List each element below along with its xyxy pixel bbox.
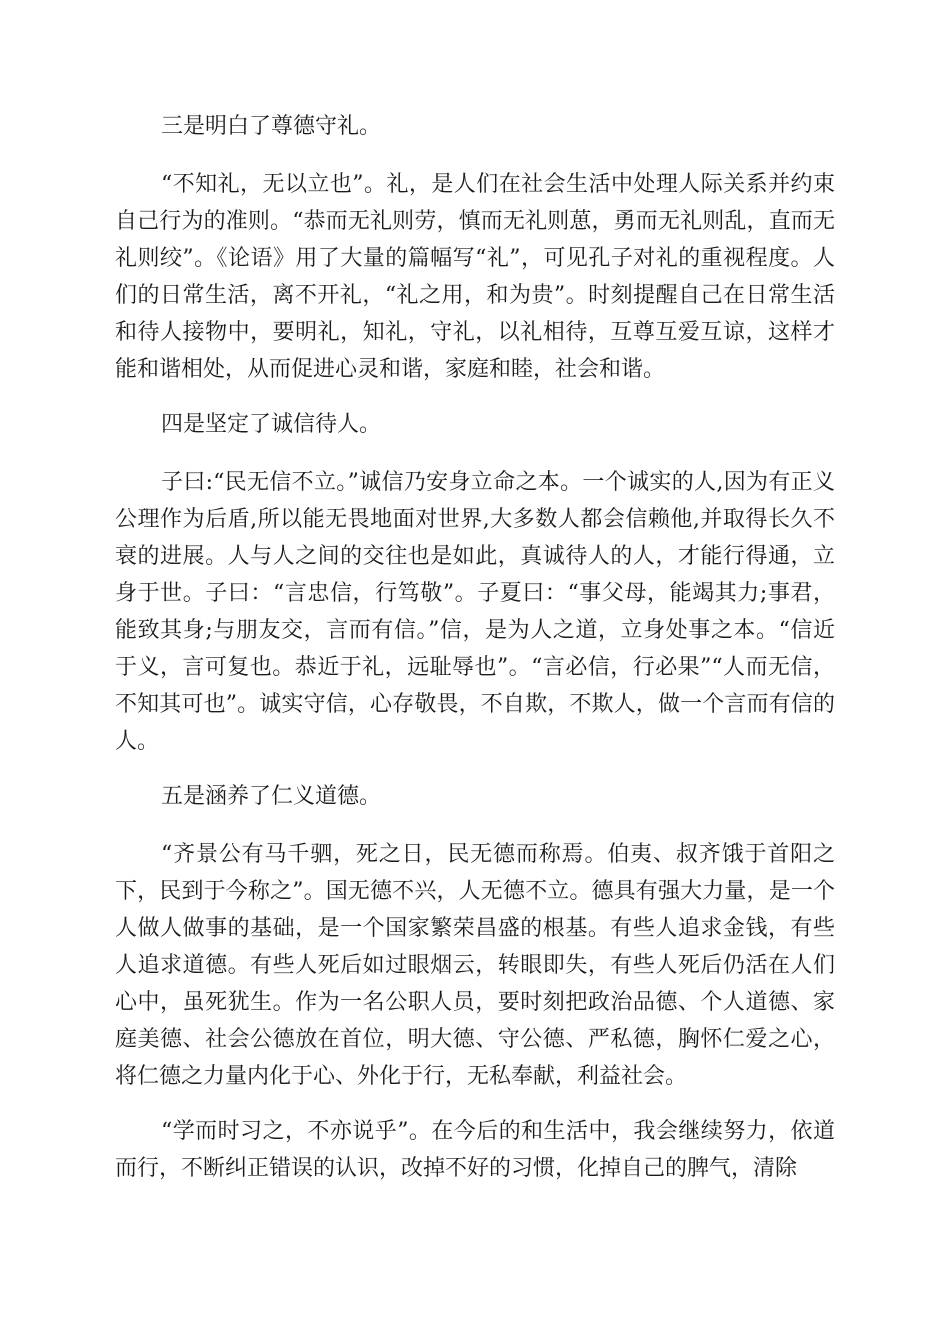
section-heading-4: 四是坚定了诚信待人。 <box>161 412 382 437</box>
section-heading-5: 五是涵养了仁义道德。 <box>161 784 382 809</box>
paragraph-integrity: 子曰:“民无信不立。”诚信乃安身立命之本。一个诚实的人,因为有正义公理作为后盾,所以能无畏地面对世界,大多数人都会信赖他,并取得长久不衰的进展。人与人之间的交往也是如此，真诚待人的人，才能行得通，立身于世。子曰：“言忠信，行笃敬”。子夏曰：“事父母，能竭其力;事君，能致其身;与朋友交，言而有信。”信，是为人之道，立身处事之本。“信近于义，言可复也。恭近于礼，远耻辱也”。“言必信，行必果”“人而无信，不知其可也”。诚实守信，心存敬畏，不自欺，不欺人，做一个言而有信的人。 <box>115 470 835 754</box>
paragraph-virtue: “齐景公有马千驷，死之日，民无德而称焉。伯夷、叔齐饿于首阳之下，民到于今称之”。国无德不兴，人无德不立。德具有强大力量，是一个人做人做事的基础，是一个国家繁荣昌盛的根基。有些人追求金钱，有些人追求道德。有些人死后如过眼烟云，转眼即失，有些人死后仍活在人们心中，虽死犹生。作为一名公职人员，要时刻把政治品德、个人道德、家庭美德、社会公德放在首位，明大德、守公德、严私德，胸怀仁爱之心，将仁德之力量内化于心、外化于行，无私奉献，利益社会。 <box>115 842 835 1089</box>
document-body <box>115 108 835 1205</box>
paragraph-conclusion: “学而时习之，不亦说乎”。在今后的和生活中，我会继续努力，依道而行，不断纠正错误的认识，改掉不好的习惯，化掉自己的脾气，清除 <box>115 1119 835 1181</box>
paragraph-etiquette: “不知礼，无以立也”。礼，是人们在社会生活中处理人际关系并约束自己行为的准则。“恭而无礼则劳，慎而无礼则葸，勇而无礼则乱，直而无礼则绞”。《论语》用了大量的篇幅写“礼”，可见孔子对礼的重视程度。人们的日常生活，离不开礼，“礼之用，和为贵”。时刻提醒自己在日常生活和待人接物中，要明礼，知礼，守礼，以礼相待，互尊互爱互谅，这样才能和谐相处，从而促进心灵和谐，家庭和睦，社会和谐。 <box>115 172 835 382</box>
section-heading-3: 三是明白了尊德守礼。 <box>161 114 382 139</box>
